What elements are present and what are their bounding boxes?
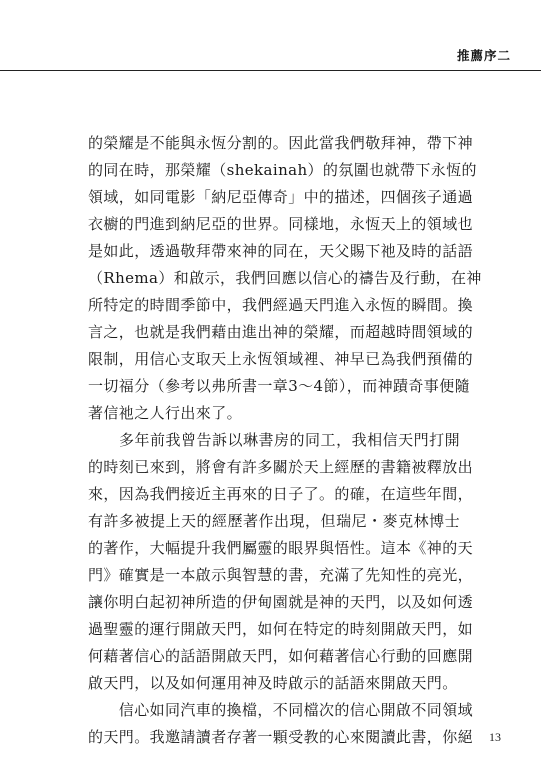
page-number: 13 <box>489 730 501 744</box>
text-line: 有許多被提上天的經歷著作出現，但瑞尼・麥克林博士 <box>88 512 460 530</box>
text-line: 的天門。我邀請讀者存著一顆受教的心來閱讀此書，你絕 <box>88 728 474 746</box>
text-line: 讓你明白起初神所造的伊甸園就是神的天門，以及如何透 <box>88 593 474 611</box>
text-line: 限制，用信心支取天上永恆領域裡、神早已為我們預備的 <box>88 350 474 368</box>
text-line: 的同在時，那榮耀（shekainah）的氛圍也就帶下永恆的 <box>88 161 477 179</box>
text-line: 多年前我曾告訴以琳書房的同工，我相信天門打開 <box>88 431 460 449</box>
text-line: 言之，也就是我們藉由進出神的榮耀，而超越時間領域的 <box>88 323 474 341</box>
text-line: 何藉著信心的話語開啟天門，如何藉著信心行動的回應開 <box>88 647 474 665</box>
text-line: 衣櫥的門進到納尼亞的世界。同樣地，永恆天上的領域也 <box>88 215 474 233</box>
text-line: 過聖靈的運行開啟天門，如何在特定的時刻開啟天門，如 <box>88 620 474 638</box>
header-divider <box>0 70 541 71</box>
body-text <box>88 130 482 751</box>
text-line: 一切福分（參考以弗所書一章3～4節），而神蹟奇事便隨 <box>88 377 470 395</box>
text-line: 門》確實是一本啟示與智慧的書，充滿了先知性的亮光， <box>88 566 474 584</box>
text-line: 啟天門，以及如何運用神及時啟示的話語來開啟天門。 <box>88 674 458 692</box>
text-line: 領域，如同電影「納尼亞傳奇」中的描述，四個孩子通過 <box>88 188 474 206</box>
text-line: 信心如同汽車的換檔，不同檔次的信心開啟不同領域 <box>88 701 474 719</box>
running-header: 推薦序二 <box>456 48 511 63</box>
text-line: 的榮耀是不能與永恆分割的。因此當我們敬拜神，帶下神 <box>88 134 474 152</box>
text-line: 來，因為我們接近主再來的日子了。的確，在這些年間， <box>88 485 474 503</box>
text-line: 的著作，大幅提升我們屬靈的眼界與悟性。這本《神的天 <box>88 539 474 557</box>
text-line: 的時刻已來到，將會有許多關於天上經歷的書籍被釋放出 <box>88 458 474 476</box>
text-line: 所特定的時間季節中，我們經過天門進入永恆的瞬間。換 <box>88 296 474 314</box>
text-line: （Rhema）和啟示，我們回應以信心的禱告及行動，在神 <box>88 269 482 287</box>
text-line: 是如此，透過敬拜帶來神的同在，天父賜下祂及時的話語 <box>88 242 474 260</box>
text-line: 著信祂之人行出來了。 <box>88 404 243 422</box>
